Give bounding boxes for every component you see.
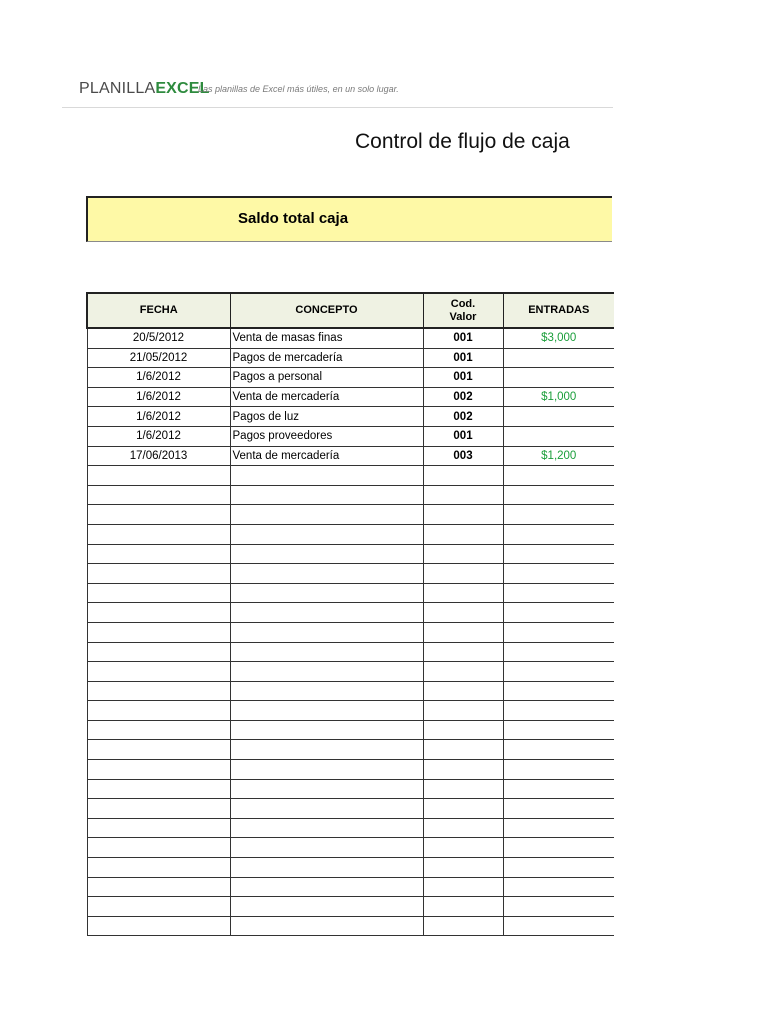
brand-tagline: Las planillas de Excel más útiles, en un solo lugar. — [198, 84, 399, 94]
empty-cell-fecha[interactable] — [87, 779, 230, 799]
empty-table-row — [87, 642, 614, 662]
cell-concepto[interactable]: Venta de masas finas — [230, 328, 423, 348]
cell-fecha[interactable]: 1/6/2012 — [87, 426, 230, 446]
cell-entrada[interactable]: $1,200 — [503, 446, 614, 466]
empty-cell-entrada[interactable] — [503, 681, 614, 701]
empty-cell-cod[interactable] — [423, 583, 503, 603]
empty-cell-fecha[interactable] — [87, 485, 230, 505]
empty-cell-concepto[interactable] — [230, 897, 423, 917]
empty-cell-cod[interactable] — [423, 485, 503, 505]
cell-cod[interactable]: 001 — [423, 328, 503, 348]
empty-cell-concepto[interactable] — [230, 544, 423, 564]
empty-cell-concepto[interactable] — [230, 662, 423, 682]
empty-cell-entrada[interactable] — [503, 701, 614, 721]
empty-cell-cod[interactable] — [423, 642, 503, 662]
empty-table-row — [87, 877, 614, 897]
empty-cell-cod[interactable] — [423, 524, 503, 544]
empty-cell-cod[interactable] — [423, 622, 503, 642]
brand-logo[interactable] — [79, 80, 210, 98]
empty-cell-fecha[interactable] — [87, 701, 230, 721]
table-row — [87, 446, 614, 466]
empty-cell-concepto[interactable] — [230, 779, 423, 799]
empty-cell-concepto[interactable] — [230, 818, 423, 838]
empty-table-row — [87, 897, 614, 917]
empty-cell-fecha[interactable] — [87, 662, 230, 682]
cell-cod[interactable]: 001 — [423, 426, 503, 446]
empty-cell-concepto[interactable] — [230, 603, 423, 623]
empty-cell-cod[interactable] — [423, 505, 503, 525]
cell-entrada[interactable]: $1,000 — [503, 387, 614, 407]
empty-cell-fecha[interactable] — [87, 681, 230, 701]
cell-entrada[interactable]: $3,000 — [503, 328, 614, 348]
empty-table-row — [87, 799, 614, 819]
cell-cod[interactable]: 001 — [423, 368, 503, 388]
empty-cell-concepto[interactable] — [230, 877, 423, 897]
empty-table-row — [87, 818, 614, 838]
empty-cell-fecha[interactable] — [87, 505, 230, 525]
empty-cell-fecha[interactable] — [87, 916, 230, 936]
empty-cell-cod[interactable] — [423, 740, 503, 760]
cell-concepto[interactable]: Pagos proveedores — [230, 426, 423, 446]
empty-table-row — [87, 505, 614, 525]
empty-cell-cod[interactable] — [423, 838, 503, 858]
empty-cell-cod[interactable] — [423, 858, 503, 878]
empty-cell-cod[interactable] — [423, 544, 503, 564]
empty-cell-concepto[interactable] — [230, 838, 423, 858]
page-title: Control de flujo de caja — [355, 130, 570, 153]
empty-cell-entrada[interactable] — [503, 524, 614, 544]
cell-cod[interactable]: 002 — [423, 407, 503, 427]
empty-cell-entrada[interactable] — [503, 622, 614, 642]
empty-cell-fecha[interactable] — [87, 524, 230, 544]
table-row — [87, 348, 614, 368]
empty-table-row — [87, 466, 614, 486]
empty-cell-fecha[interactable] — [87, 740, 230, 760]
empty-table-row — [87, 838, 614, 858]
saldo-total-label: Saldo total caja — [238, 210, 349, 227]
empty-cell-entrada[interactable] — [503, 740, 614, 760]
empty-cell-cod[interactable] — [423, 603, 503, 623]
empty-table-row — [87, 485, 614, 505]
column-header-cod-valor — [423, 293, 503, 328]
empty-table-row — [87, 681, 614, 701]
empty-cell-cod[interactable] — [423, 681, 503, 701]
table-row — [87, 426, 614, 446]
empty-table-row — [87, 858, 614, 878]
empty-cell-entrada[interactable] — [503, 564, 614, 584]
brand-logo-part1: PLANILLA — [79, 80, 156, 97]
empty-cell-cod[interactable] — [423, 760, 503, 780]
table-header-row — [87, 293, 614, 328]
empty-cell-fecha[interactable] — [87, 583, 230, 603]
empty-cell-cod[interactable] — [423, 720, 503, 740]
empty-cell-fecha[interactable] — [87, 799, 230, 819]
empty-cell-entrada[interactable] — [503, 897, 614, 917]
empty-cell-cod[interactable] — [423, 466, 503, 486]
cell-entrada[interactable] — [503, 348, 614, 368]
column-header-entradas: ENTRADAS — [503, 293, 614, 328]
saldo-total-box — [86, 196, 612, 242]
empty-cell-cod[interactable] — [423, 564, 503, 584]
cell-concepto[interactable]: Pagos de mercadería — [230, 348, 423, 368]
cell-entrada[interactable] — [503, 368, 614, 388]
empty-cell-fecha[interactable] — [87, 858, 230, 878]
empty-cell-concepto[interactable] — [230, 583, 423, 603]
empty-table-row — [87, 720, 614, 740]
empty-cell-cod[interactable] — [423, 877, 503, 897]
empty-cell-concepto[interactable] — [230, 564, 423, 584]
empty-table-row — [87, 701, 614, 721]
empty-cell-entrada[interactable] — [503, 818, 614, 838]
column-header-concepto: CONCEPTO — [230, 293, 423, 328]
cell-cod[interactable]: 002 — [423, 387, 503, 407]
empty-cell-entrada[interactable] — [503, 779, 614, 799]
cell-concepto[interactable]: Venta de mercadería — [230, 446, 423, 466]
empty-cell-concepto[interactable] — [230, 720, 423, 740]
empty-table-row — [87, 622, 614, 642]
empty-cell-concepto[interactable] — [230, 642, 423, 662]
empty-cell-entrada[interactable] — [503, 838, 614, 858]
table-body — [87, 328, 614, 936]
cell-entrada[interactable] — [503, 407, 614, 427]
cash-flow-table — [86, 292, 614, 936]
empty-cell-concepto[interactable] — [230, 701, 423, 721]
empty-table-row — [87, 603, 614, 623]
empty-cell-concepto[interactable] — [230, 858, 423, 878]
cell-cod[interactable]: 003 — [423, 446, 503, 466]
brand-logo-part2: EXCEL — [155, 80, 210, 97]
cell-fecha[interactable]: 1/6/2012 — [87, 368, 230, 388]
empty-cell-concepto[interactable] — [230, 505, 423, 525]
empty-cell-fecha[interactable] — [87, 544, 230, 564]
empty-table-row — [87, 740, 614, 760]
empty-cell-fecha[interactable] — [87, 720, 230, 740]
cell-concepto[interactable]: Pagos de luz — [230, 407, 423, 427]
empty-cell-entrada[interactable] — [503, 662, 614, 682]
table-row — [87, 368, 614, 388]
empty-cell-entrada[interactable] — [503, 916, 614, 936]
empty-cell-fecha[interactable] — [87, 564, 230, 584]
cell-fecha[interactable]: 1/6/2012 — [87, 407, 230, 427]
empty-cell-entrada[interactable] — [503, 877, 614, 897]
empty-cell-fecha[interactable] — [87, 838, 230, 858]
empty-cell-concepto[interactable] — [230, 681, 423, 701]
empty-cell-fecha[interactable] — [87, 760, 230, 780]
column-header-cod-line2: Valor — [449, 310, 477, 323]
cell-fecha[interactable]: 20/5/2012 — [87, 328, 230, 348]
empty-cell-concepto[interactable] — [230, 740, 423, 760]
empty-cell-entrada[interactable] — [503, 799, 614, 819]
empty-table-row — [87, 662, 614, 682]
empty-cell-concepto[interactable] — [230, 760, 423, 780]
empty-cell-entrada[interactable] — [503, 505, 614, 525]
empty-cell-cod[interactable] — [423, 916, 503, 936]
empty-cell-fecha[interactable] — [87, 622, 230, 642]
cell-concepto[interactable]: Pagos a personal — [230, 368, 423, 388]
empty-cell-entrada[interactable] — [503, 466, 614, 486]
empty-table-row — [87, 779, 614, 799]
cell-fecha[interactable]: 21/05/2012 — [87, 348, 230, 368]
header-bar — [62, 76, 613, 108]
empty-cell-concepto[interactable] — [230, 524, 423, 544]
empty-cell-entrada[interactable] — [503, 720, 614, 740]
empty-cell-fecha[interactable] — [87, 818, 230, 838]
cell-concepto[interactable]: Venta de mercadería — [230, 387, 423, 407]
empty-table-row — [87, 524, 614, 544]
empty-cell-entrada[interactable] — [503, 858, 614, 878]
empty-cell-entrada[interactable] — [503, 485, 614, 505]
empty-table-row — [87, 583, 614, 603]
empty-cell-cod[interactable] — [423, 897, 503, 917]
empty-cell-concepto[interactable] — [230, 485, 423, 505]
empty-table-row — [87, 544, 614, 564]
empty-cell-fecha[interactable] — [87, 466, 230, 486]
column-header-cod-line1: Cod. — [450, 297, 476, 310]
empty-cell-cod[interactable] — [423, 799, 503, 819]
empty-table-row — [87, 916, 614, 936]
empty-cell-fecha[interactable] — [87, 642, 230, 662]
cell-cod[interactable]: 001 — [423, 348, 503, 368]
empty-cell-entrada[interactable] — [503, 544, 614, 564]
empty-cell-fecha[interactable] — [87, 897, 230, 917]
empty-cell-concepto[interactable] — [230, 622, 423, 642]
cell-fecha[interactable]: 1/6/2012 — [87, 387, 230, 407]
empty-cell-concepto[interactable] — [230, 916, 423, 936]
empty-cell-fecha[interactable] — [87, 603, 230, 623]
empty-cell-entrada[interactable] — [503, 583, 614, 603]
cell-entrada[interactable] — [503, 426, 614, 446]
table-row — [87, 407, 614, 427]
table-row — [87, 328, 614, 348]
table-row — [87, 387, 614, 407]
empty-cell-cod[interactable] — [423, 818, 503, 838]
empty-cell-entrada[interactable] — [503, 760, 614, 780]
empty-cell-entrada[interactable] — [503, 603, 614, 623]
empty-table-row — [87, 760, 614, 780]
empty-cell-entrada[interactable] — [503, 642, 614, 662]
empty-cell-concepto[interactable] — [230, 466, 423, 486]
empty-cell-cod[interactable] — [423, 779, 503, 799]
column-header-fecha: FECHA — [87, 293, 230, 328]
empty-table-row — [87, 564, 614, 584]
cell-fecha[interactable]: 17/06/2013 — [87, 446, 230, 466]
empty-cell-cod[interactable] — [423, 701, 503, 721]
empty-cell-cod[interactable] — [423, 662, 503, 682]
empty-cell-fecha[interactable] — [87, 877, 230, 897]
empty-cell-concepto[interactable] — [230, 799, 423, 819]
